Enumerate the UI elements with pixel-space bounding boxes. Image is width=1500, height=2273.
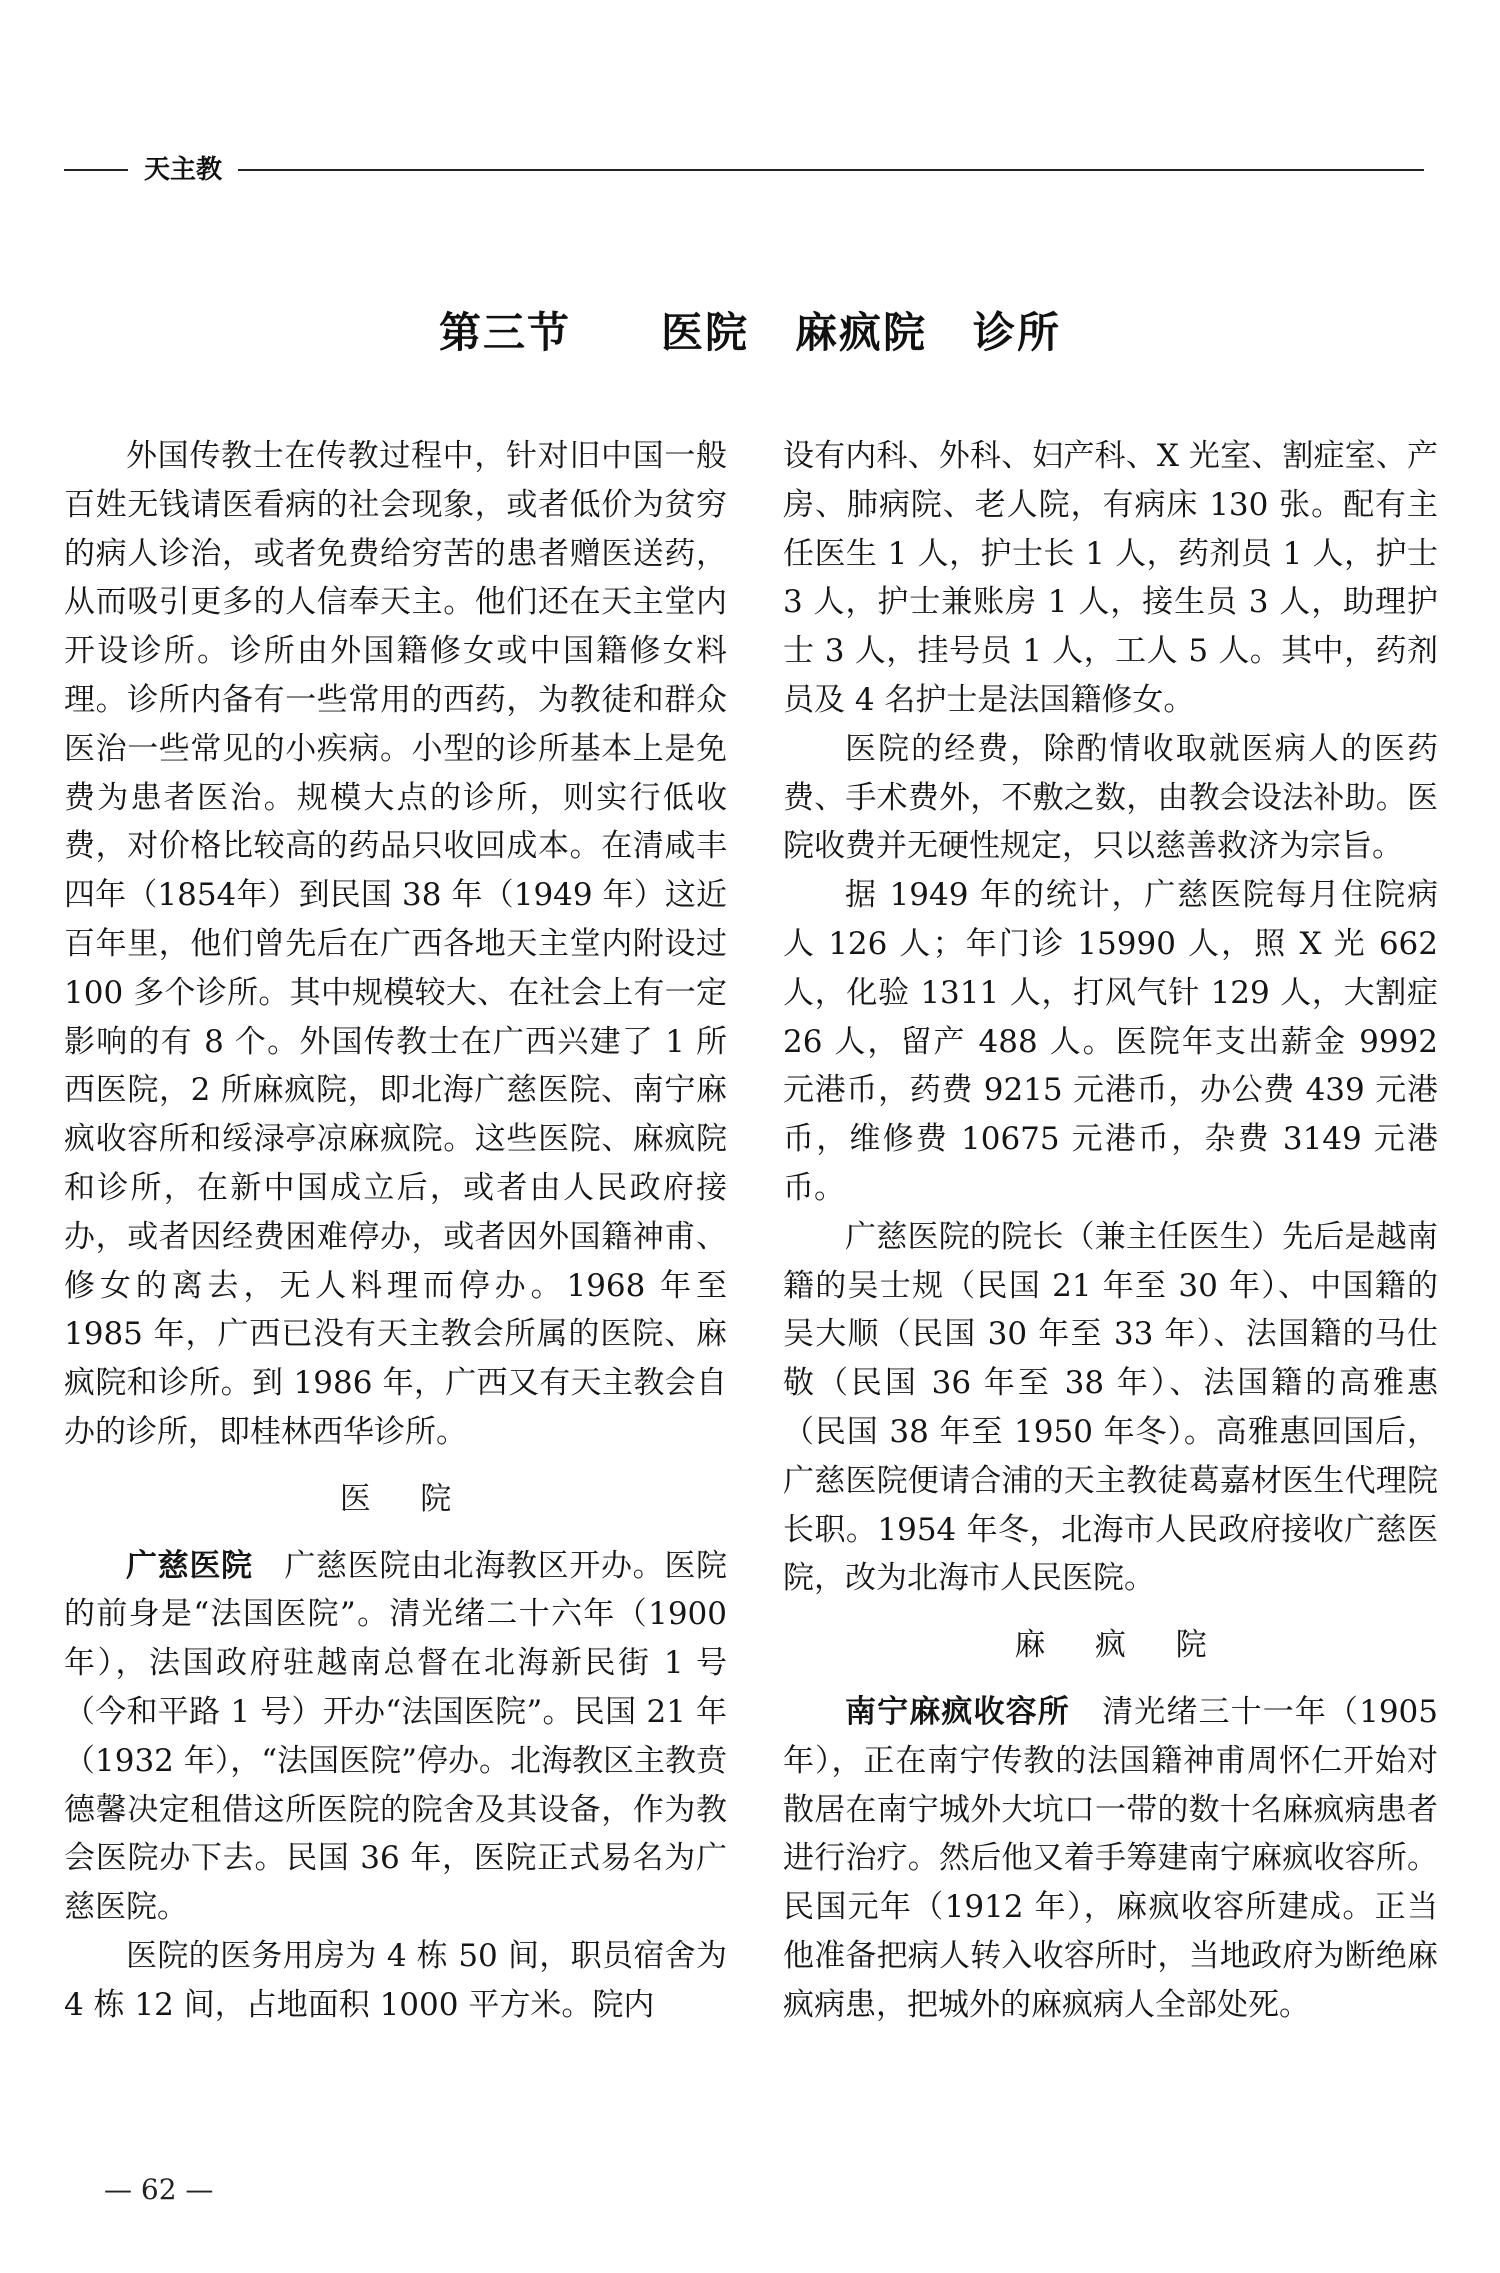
- right-column: [783, 432, 1438, 2030]
- header-rule-right: [238, 169, 1424, 171]
- section-number: 第三节: [438, 308, 571, 357]
- directors-paragraph: 广慈医院的院长（兼主任医生）先后是越南籍的吴士规（民国 21 年至 30 年）、中国籍的吴大顺（民国 30 年至 33 年）、法国籍的马仕敬（民国 36 年至 38 年）、法国籍的高雅惠（民国 38 年至 1950 年冬）。高雅惠回国后，广慈医院便请合浦的天主教徒葛嘉材医生代理院长职。1954 年冬，北海市人民政府接收广慈医院，改为北海市人民医院。: [783, 1218, 1438, 1597]
- guangci-text: 广慈医院由北海教区开办。医院的前身是“法国医院”。清光绪二十六年（1900 年），法国政府驻越南总督在北海新民街 1 号（今和平路 1 号）开办“法国医院”。民国 21 年（1932 年），“法国医院”停办。北海教区主教贲德馨决定租借这所医院的院舍及其设备，作为教会医院办下去。民国 36 年，医院正式易名为广慈医院。: [64, 1547, 728, 1926]
- funding-paragraph: 医院的经费，除酌情收取就医病人的医药费、手术费外，不敷之数，由教会设法补助。医院收费并无硬性规定，只以慈善救济为宗旨。: [783, 730, 1438, 865]
- nanning-paragraph: [783, 1688, 1438, 2030]
- nanning-lead: 南宁麻疯收容所: [845, 1693, 1070, 1730]
- running-header: [64, 150, 1424, 190]
- section-title: [0, 305, 1500, 361]
- nanning-text: 清光绪三十一年（1905 年），正在南宁传教的法国籍神甫周怀仁开始对散居在南宁城外大坑口一带的数十名麻疯病患者进行治疗。然后他又着手筹建南宁麻疯收容所。民国元年（1912 年），麻疯收容所建成。正当他准备把病人转入收容所时，当地政府为断绝麻疯病患，把城外的麻疯病人全部处死。: [783, 1693, 1439, 2023]
- departments-paragraph: 设有内科、外科、妇产科、X 光室、割症室、产房、肺病院、老人院，有病床 130 张。配有主任医生 1 人，护士长 1 人，药剂员 1 人，护士 3 人，护士兼账房 1 人，接生员 3 人，助理护士 3 人，挂号员 1 人，工人 5 人。其中，药剂员及 4 名护士是法国籍修女。: [783, 438, 1438, 718]
- header-section-label: 天主教: [144, 155, 223, 185]
- statistics-paragraph: 据 1949 年的统计，广慈医院每月住院病人 126 人；年门诊 15990 人，照 X 光 662 人，化验 1311 人，打风气针 129 人，大割症 26 人，留产 488 人。医院年支出薪金 9992 元港币，药费 9215 元港币，办公费 439 元港币，维修费 10675 元港币，杂费 3149 元港币。: [783, 877, 1438, 1206]
- premises-paragraph: 医院的医务用房为 4 栋 50 间，职员宿舍为 4 栋 12 间，占地面积 1000 平方米。院内: [64, 1937, 727, 2023]
- subheading-leprosarium: 麻疯院: [1014, 1627, 1257, 1664]
- title-part-clinic: 诊所: [973, 308, 1062, 357]
- left-column: [64, 432, 727, 2030]
- title-part-hospital: 医院: [660, 308, 749, 357]
- guangci-paragraph: [64, 1542, 727, 1932]
- title-part-leprosarium: 麻疯院: [795, 308, 928, 357]
- guangci-lead: 广慈医院: [126, 1547, 253, 1584]
- intro-paragraph: 外国传教士在传教过程中，针对旧中国一般百姓无钱请医看病的社会现象，或者低价为贫穷的病人诊治，或者免费给穷苦的患者赠医送药，从而吸引更多的人信奉天主。他们还在天主堂内开设诊所。诊所由外国籍修女或中国籍修女料理。诊所内备有一些常用的西药，为教徒和群众医治一些常见的小疾病。小型的诊所基本上是免费为患者医治。规模大点的诊所，则实行低收费，对价格比较高的药品只收回成本。在清咸丰四年（1854年）到民国 38 年（1949 年）这近百年里，他们曾先后在广西各地天主堂内附设过 100 多个诊所。其中规模较大、在社会上有一定影响的有 8 个。外国传教士在广西兴建了 1 所西医院，2 所麻疯院，即北海广慈医院、南宁麻疯收容所和绥渌亭凉麻疯院。这些医院、麻疯院和诊所，在新中国成立后，或者由人民政府接办，或者因经费困难停办，或者因外国籍神甫、修女的离去，无人料理而停办。1968 年至 1985 年，广西已没有天主教会所属的医院、麻疯院和诊所。到 1986 年，广西又有天主教会自办的诊所，即桂林西华诊所。: [64, 438, 727, 1450]
- page-number: — 62 —: [104, 2173, 214, 2206]
- header-rule-left: [64, 169, 128, 171]
- subheading-hospital: 医院: [339, 1480, 501, 1517]
